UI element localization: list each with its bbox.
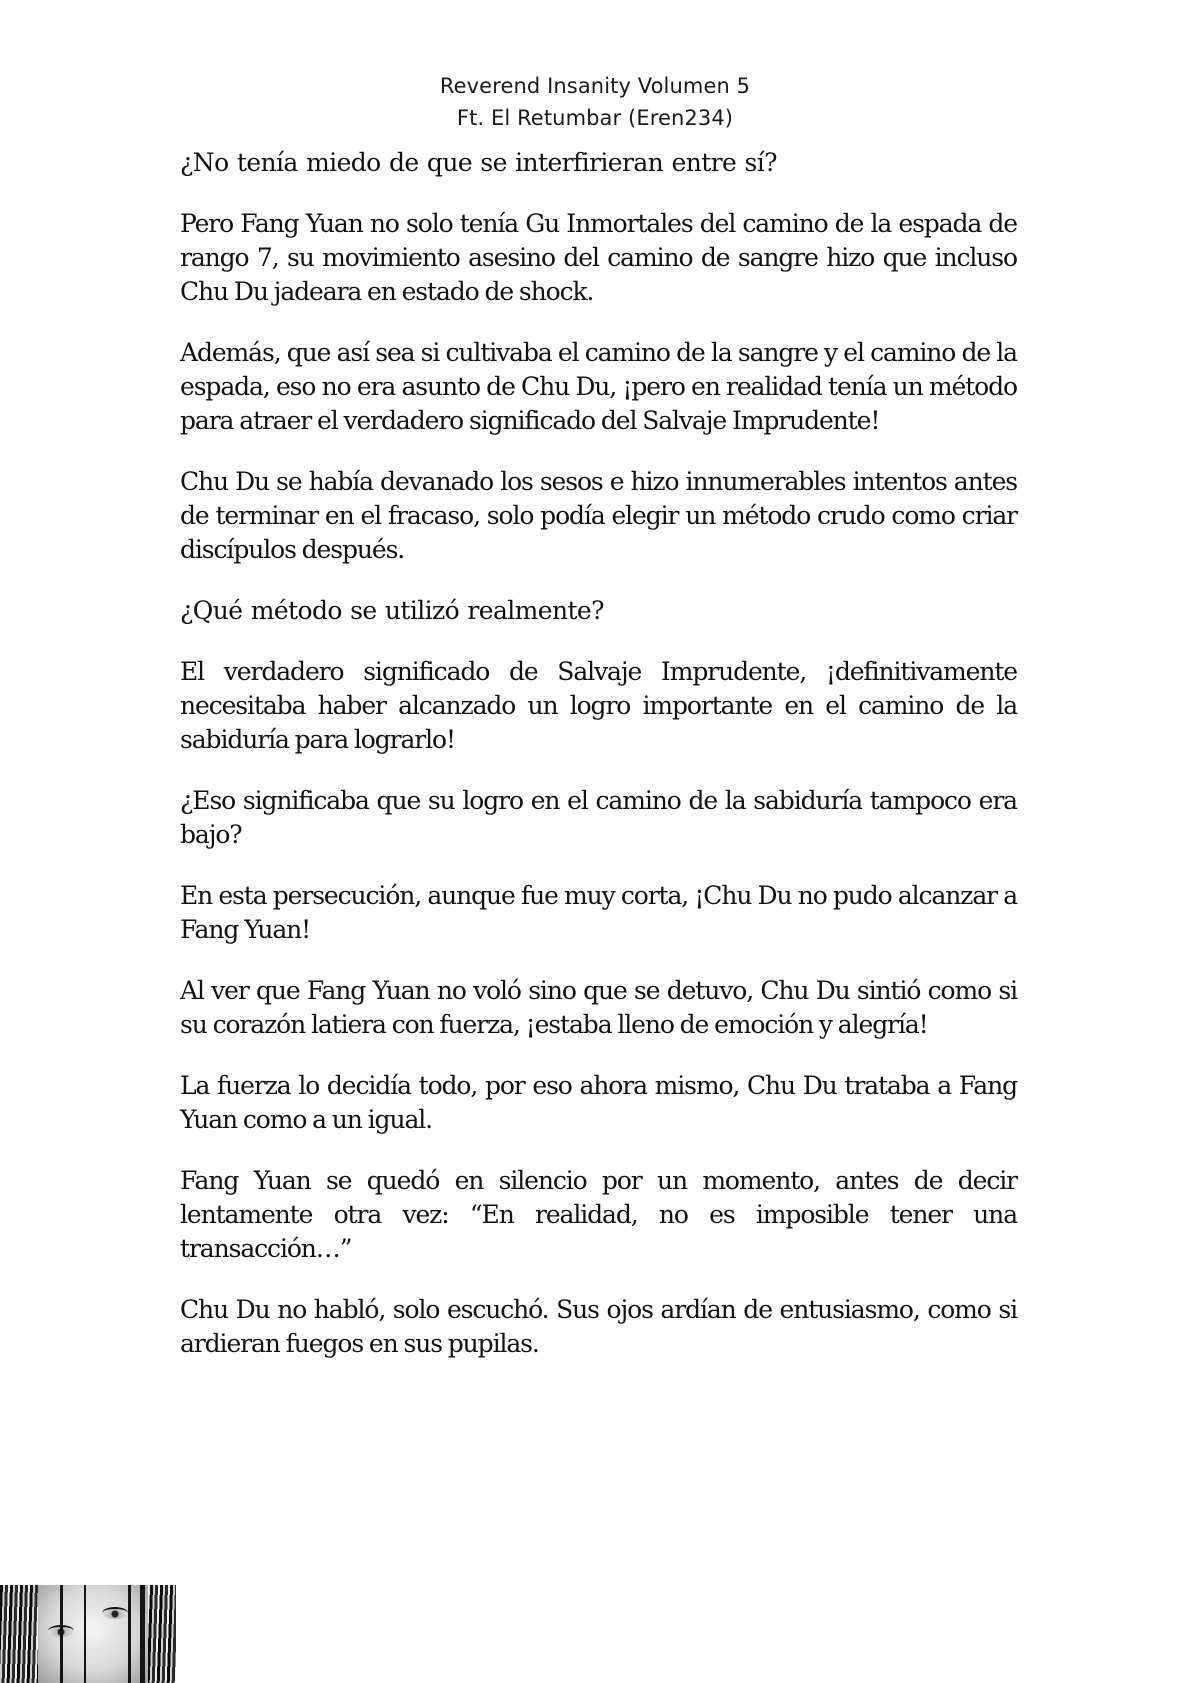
paragraph-2: Pero Fang Yuan no solo tenía Gu Inmortales del camino de la espada de rango 7, su movimiento asesino del camino de sangre hizo que incluso Chu Du jadeara en estado de shock. <box>180 209 1017 306</box>
document-title: Reverend Insanity Volumen 5 <box>439 74 751 98</box>
hair-strand <box>128 1585 131 1683</box>
paragraph-1: ¿No tenía miedo de que se interfirieran entre sí? <box>180 148 777 177</box>
hair-strand <box>84 1585 86 1683</box>
paragraph-9: Al ver que Fang Yuan no voló sino que se detuvo, Chu Du sintió como si su corazón latiera con fuerza, ¡estaba lleno de emoción y alegría! <box>180 976 1017 1039</box>
paragraph-4: Chu Du se había devanado los sesos e hizo innumerables intentos antes de terminar en el fracaso, solo podía elegir un método crudo como criar discípulos después. <box>180 467 1017 564</box>
portrait-eye-icon <box>102 1607 128 1619</box>
paragraph-5: ¿Qué método se utilizó realmente? <box>180 596 604 625</box>
paragraph-11: Fang Yuan se quedó en silencio por un momento, antes de decir lentamente otra vez: “En realidad, no es imposible tener una transacción…” <box>180 1166 1017 1263</box>
paragraph-3: Además, que así sea si cultivaba el camino de la sangre y el camino de la espada, eso no era asunto de Chu Du, ¡pero en realidad tenía un método para atraer el verdadero significado del Salvaje Imprudente! <box>180 338 1017 435</box>
hair-strand <box>140 1585 145 1683</box>
paragraph-10: La fuerza lo decidía todo, por eso ahora mismo, Chu Du trataba a Fang Yuan como a un igual. <box>180 1071 1017 1134</box>
document-body <box>180 146 1017 1388</box>
hair-strand <box>60 1585 63 1683</box>
page-header <box>0 70 1190 134</box>
document-subtitle: Ft. El Retumbar (Eren234) <box>456 106 734 130</box>
paragraph-7: ¿Eso significaba que su logro en el camino de la sabiduría tampoco era bajo? <box>180 786 1017 849</box>
paragraph-6: El verdadero significado de Salvaje Imprudente, ¡definitivamente necesitaba haber alcanzado un logro importante en el camino de la sabiduría para lograrlo! <box>180 657 1017 754</box>
paragraph-8: En esta persecución, aunque fue muy corta, ¡Chu Du no pudo alcanzar a Fang Yuan! <box>180 881 1017 944</box>
paragraph-12: Chu Du no habló, solo escuchó. Sus ojos ardían de entusiasmo, como si ardieran fuegos en sus pupilas. <box>180 1295 1017 1358</box>
manga-portrait-image <box>0 1585 176 1683</box>
